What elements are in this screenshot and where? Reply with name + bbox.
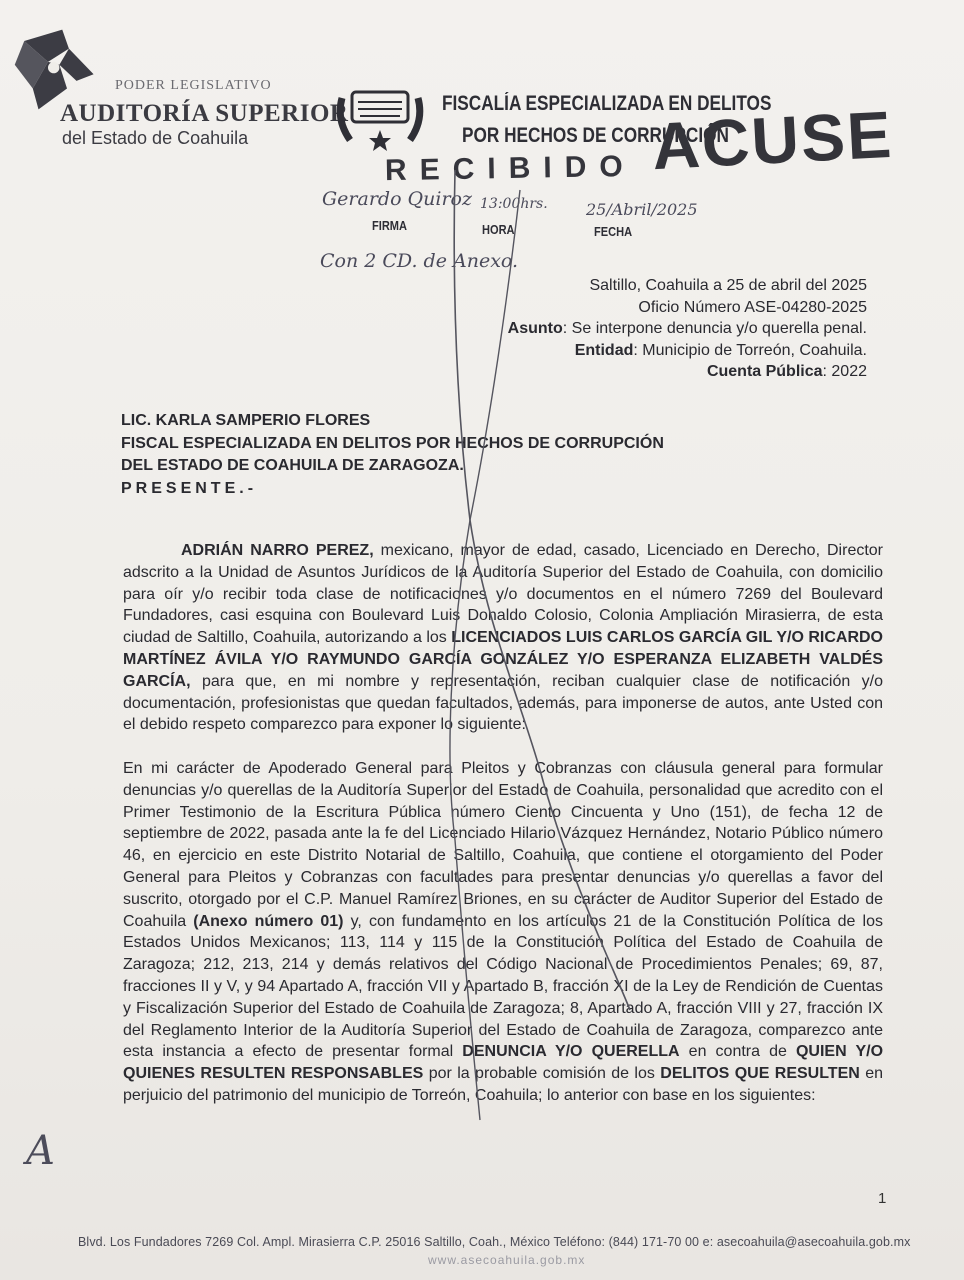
stamp-label-hora: HORA [482,222,515,237]
cuenta-value: : 2022 [822,363,867,380]
handwritten-date: 25/Abril/2025 [586,200,698,219]
place-date: Saltillo, Coahuila a 25 de abril del 2025 [589,277,867,294]
asunto-line [508,318,867,340]
handwritten-time: 13:00hrs. [480,196,548,212]
p1-name: ADRIÁN NARRO PEREZ, [181,542,374,559]
addressee-title: FISCAL ESPECIALIZADA EN DELITOS POR HECHOS DE CORRUPCIÓN [121,434,664,452]
p2-text-a: En mi carácter de Apoderado General para Pleitos y Cobranzas con cláusula general para formular denuncias y/o querellas de la Auditoría Superior del Estado de Coahuila, personalidad que acredito con el Primer Testimonio de la Escritura Pública número Ciento Cincuenta y Uno (151), de fecha 12 de septiembre de 2022, pasada ante la fe del Licenciado Hilario Vázquez Hernández, Notario Público número 46, en ejercicio en este Distrito Notarial de Saltillo, Coahuila, que contiene el otorgamiento del Poder General para Pleitos y Cobranzas con facultades para presentar denuncias y/o querellas a favor del suscrito, otorgado por el C.P. Manuel Ramírez Briones, en su carácter de Auditor Superior del Estado de Coahuila [123,760,883,930]
cuenta-label: Cuenta Pública [706,363,823,380]
paragraph-2 [123,758,883,1107]
addressee-name: LIC. KARLA SAMPERIO FLORES [121,412,371,429]
entidad-label: Entidad [574,341,634,359]
cuenta-line [508,361,867,383]
stamp-label-firma: FIRMA [372,218,407,233]
handwritten-signature: Gerardo Quiroz [322,188,472,210]
p2-delitos: DELITOS QUE RESULTEN [660,1065,860,1083]
p2-responsables: QUIEN Y/O QUIENES RESULTEN RESPONSABLES [123,1043,884,1083]
letterhead-name: AUDITORÍA SUPERIOR [60,100,349,127]
p2-denuncia: DENUNCIA Y/O QUERELLA [462,1043,680,1061]
letterhead-pre: PODER LEGISLATIVO [115,78,272,93]
p1-text-a: mexicano, mayor de edad, casado, Licenciado en Derecho, Director adscrito a la Unidad de Asuntos Jurídicos de la Auditoría Superior del Estado de Coahuila, con domicilio para oír y/o recibir toda clase de notificaciones y/o documentos en el número 7269 del Boulevard Fundadores, casi esquina con Boulevard Luis Donaldo Colosio, Colonia Ampliación Mirasierra, de esta ciudad de Saltillo, Coahuila, autorizando a los [123,542,884,647]
addressee-state: DEL ESTADO DE COAHUILA DE ZARAGOZA. [121,457,464,474]
document-header-block [508,275,867,383]
margin-initial-mark: A [26,1128,55,1174]
p2-text-c: en contra de [679,1043,796,1061]
stamp-line-1: FISCALÍA ESPECIALIZADA EN DELITOS [442,92,772,115]
oficio-number: Oficio Número ASE-04280-2025 [638,298,867,316]
fiscalia-seal-icon [330,80,430,158]
p2-text-d: por la probable comisión de los [423,1065,661,1083]
stamp-line-2: POR HECHOS DE CORRUPCIÓN [462,124,729,147]
paragraph-1 [123,540,883,736]
footer-website: www.asecoahuila.gob.mx [428,1253,586,1267]
p1-text-b: para que, en mi nombre y representación, reciban cualquier clase de notificación y/o documentación, profesionistas que quedan facultados, además, para imponerse de autos, ante Usted con el debido respeto comparezco para exponer lo siguiente: [123,672,883,734]
footer-address: Blvd. Los Fundadores 7269 Col. Ampl. Mirasierra C.P. 25016 Saltillo, Coah., México Teléfono: (844) 171-70 00 e: asecoahuila@asecoahuila.gob.mx [78,1235,911,1249]
asunto-label: Asunto [507,320,563,337]
addressee-block [121,410,664,500]
stamp-label-fecha: FECHA [594,224,633,239]
stamp-acuse: ACUSE [650,96,895,184]
page-number: 1 [878,1190,887,1207]
letterhead-subtitle: del Estado de Coahuila [62,128,249,148]
p2-text-e: en perjuicio del patrimonio del municipio de Torreón, Coahuila; lo anterior con base en los siguientes: [123,1065,883,1104]
stamp-recibido: RECIBIDO [384,149,636,188]
entidad-value: : Municipio de Torreón, Coahuila. [633,341,867,359]
p2-text-b: y, con fundamento en los artículos 21 de la Constitución Política de los Estados Unidos Mexicanos; 113, 114 y 115 de la Constitución Política del Estado de Coahuila de Zaragoza; 212, 213, 214 y demás relativos del Código Nacional de Procedimientos Penales; 69, 87, fracciones II y V, y 94 Apartado A, fracción VII y Apartado B, fracción XI de la Ley de Rendición de Cuentas y Fiscalización Superior del Estado de Coahuila de Zaragoza; 8, Apartado A, fracción VIII y 27, fracción IX del Reglamento Interior de la Auditoría Superior del Estado de Coahuila de Zaragoza, comparezco ante esta instancia a efecto de presentar formal [123,912,883,1061]
handwritten-note: Con 2 CD. de Anexo. [320,250,519,272]
asunto-value: : Se interpone denuncia y/o querella penal. [562,320,867,337]
addressee-presente: PRESENTE.- [121,479,258,497]
entidad-line [508,340,867,362]
p2-annex: (Anexo número 01) [193,912,344,930]
p1-authorized: LICENCIADOS LUIS CARLOS GARCÍA GIL Y/O RICARDO MARTÍNEZ ÁVILA Y/O RAYMUNDO GARCÍA GONZÁLEZ Y/O ESPERANZA ELIZABETH VALDÉS GARCÍA, [123,629,883,690]
